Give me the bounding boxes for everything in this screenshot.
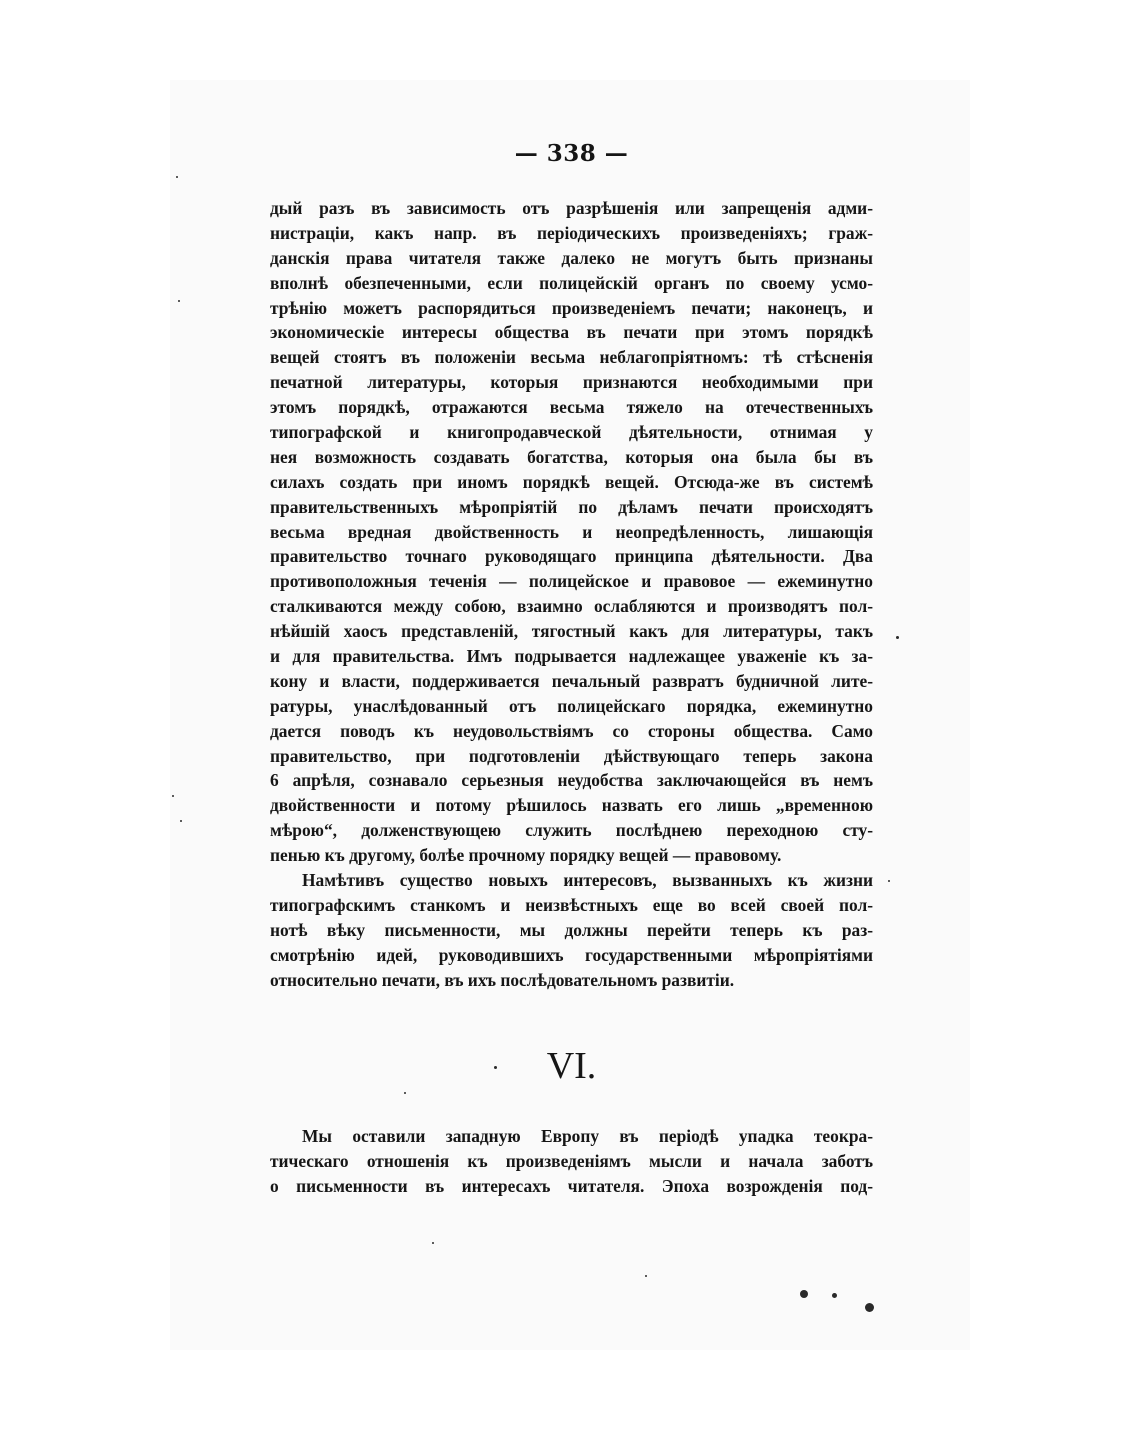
text-line: Намѣтивъ существо новыхъ интересовъ, вызванныхъ къ жизни bbox=[302, 870, 873, 891]
text-line: типографской и книгопродавческой дѣятельности, отнимая у bbox=[270, 422, 873, 443]
text-line: вполнѣ обезпеченными, если полицейскій органъ по своему усмо- bbox=[270, 272, 873, 293]
main-text bbox=[270, 196, 873, 993]
text-line: нѣйшій хаосъ представленій, тягостный какъ для литературы, такъ bbox=[270, 621, 873, 642]
scan-speck bbox=[645, 1275, 647, 1277]
text-line: мѣрою“, долженствующею служить послѣднею переходною сту- bbox=[270, 820, 873, 841]
text-line: нотѣ вѣку письменности, мы должны перейти теперь къ раз- bbox=[270, 919, 873, 940]
text-line: относительно печати, въ ихъ послѣдовательномъ развитіи. bbox=[270, 969, 735, 990]
text-line: сталкиваются между собою, взаимно ослабляются и производятъ пол- bbox=[270, 596, 873, 617]
text-line: правительственныхъ мѣропріятій по дѣламъ печати происходятъ bbox=[270, 496, 873, 517]
text-line: о письменности въ интересахъ читателя. Эпоха возрожденія под- bbox=[270, 1175, 873, 1196]
text-line: Мы оставили западную Европу въ періодѣ упадка теокра- bbox=[302, 1126, 873, 1146]
text-line: кону и власти, поддерживается печальный развратъ будничной лите- bbox=[270, 670, 873, 691]
scan-speck bbox=[172, 795, 174, 797]
text-line: силахъ создать при иномъ порядкѣ вещей. Отсюда-же въ системѣ bbox=[270, 471, 873, 492]
text-line: дый разъ въ зависимость отъ разрѣшенія или запрещенія адми- bbox=[270, 198, 873, 218]
text-line: 6 апрѣля, сознавало серьезныя неудобства заключающейся въ немъ bbox=[270, 770, 873, 791]
scan-speck bbox=[176, 176, 178, 178]
text-line: этомъ порядкѣ, отражаются весьма тяжело на отечественныхъ bbox=[270, 397, 873, 418]
text-line: экономическіе интересы общества въ печати при этомъ порядкѣ bbox=[270, 322, 873, 343]
text-line: правительство точнаго руководящаго принципа дѣятельности. Два bbox=[270, 546, 873, 567]
page-number: — 338 — bbox=[514, 140, 629, 167]
scan-speck bbox=[494, 1066, 497, 1069]
scan-speck bbox=[178, 300, 180, 302]
section-text bbox=[270, 1124, 873, 1199]
section-heading: VI. bbox=[546, 1045, 597, 1087]
text-line: противоположныя теченія — полицейское и правовое — ежеминутно bbox=[270, 571, 873, 592]
text-line: тическаго отношенія къ произведеніямъ мысли и начала заботъ bbox=[270, 1150, 873, 1171]
text-line: типографскимъ станкомъ и неизвѣстныхъ еще во всей своей пол- bbox=[270, 894, 873, 915]
text-line: нея возможность создавать богатства, которыя она была бы въ bbox=[270, 446, 873, 467]
scan-speck bbox=[404, 1092, 406, 1094]
text-line: весьма вредная двойственность и неопредѣленность, лишающія bbox=[270, 521, 873, 542]
text-line: вещей стоятъ въ положеніи весьма неблагопріятномъ: тѣ стѣсненія bbox=[270, 347, 873, 368]
text-line: печатной литературы, которыя признаются необходимыми при bbox=[270, 372, 873, 393]
text-line: дается поводъ къ неудовольствіямъ со стороны общества. Само bbox=[270, 720, 873, 741]
text-line: данскія права читателя также далеко не могутъ быть признаны bbox=[270, 247, 873, 268]
scan-speck bbox=[865, 1303, 874, 1312]
text-line: смотрѣнію идей, руководившихъ государственными мѣропріятіями bbox=[270, 944, 873, 965]
text-line: трѣнію можетъ распорядиться произведеніемъ печати; наконецъ, и bbox=[270, 297, 873, 318]
scan-speck bbox=[432, 1242, 434, 1244]
scan-speck bbox=[800, 1290, 808, 1298]
scan-speck bbox=[896, 636, 899, 639]
text-line: нистраціи, какъ напр. въ періодическихъ произведеніяхъ; граж- bbox=[270, 222, 873, 243]
text-line: ратуры, унаслѣдованный отъ полицейскаго порядка, ежеминутно bbox=[270, 695, 873, 716]
scan-speck bbox=[180, 820, 182, 822]
text-line: двойственности и потому рѣшилось назвать его лишь „временною bbox=[270, 795, 873, 816]
text-line: правительство, при подготовленіи дѣйствующаго теперь закона bbox=[270, 745, 873, 766]
text-line: пенью къ другому, болѣе прочному порядку вещей — правовому. bbox=[270, 845, 782, 866]
text-line: и для правительства. Имъ подрывается надлежащее уваженіе къ за- bbox=[270, 646, 873, 667]
scan-speck bbox=[832, 1293, 837, 1298]
scan-speck bbox=[888, 880, 890, 882]
